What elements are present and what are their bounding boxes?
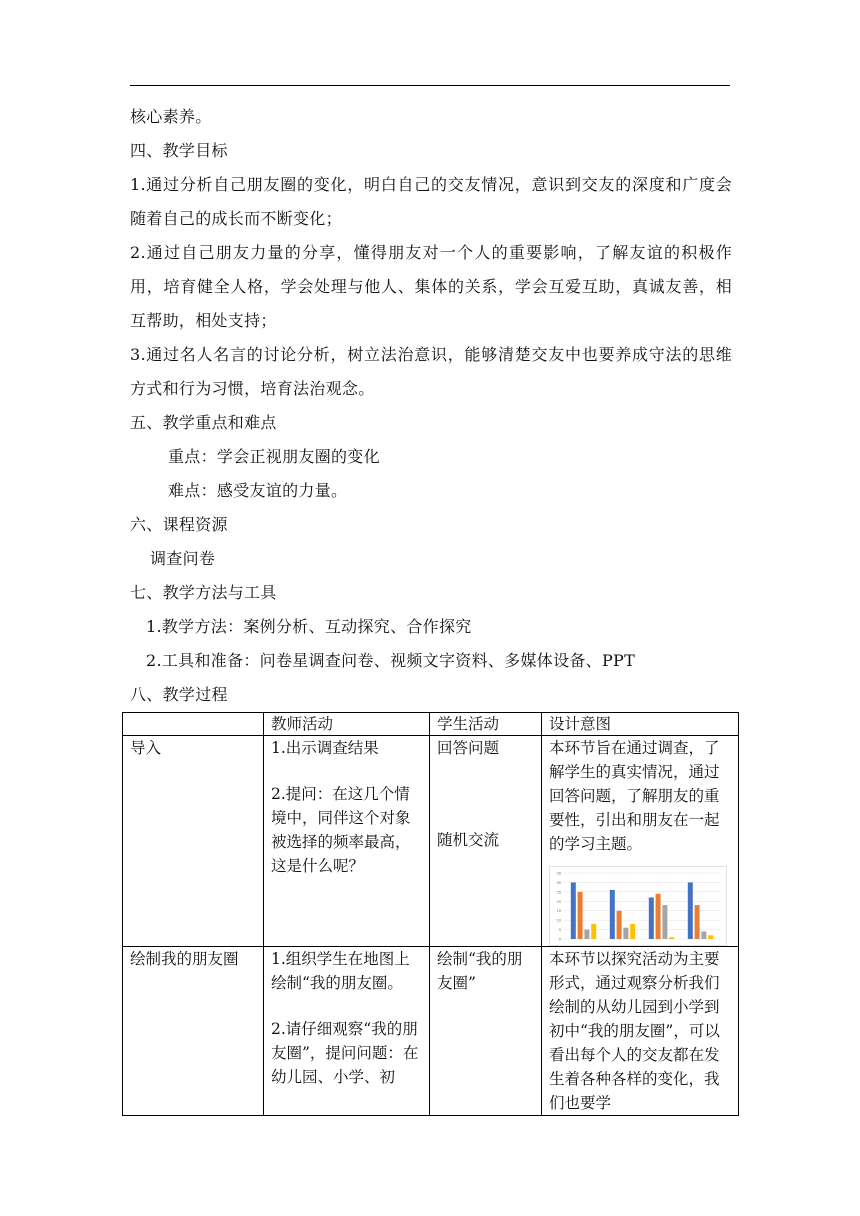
tools-item: 2.工具和准备：问卷星调查问卷、视频文字资料、多媒体设备、PPT [146, 651, 636, 670]
y-tick-label: 35 [556, 870, 561, 876]
y-tick-label: 0 [558, 936, 561, 942]
table-header-row [123, 713, 739, 736]
chart-bar [695, 905, 700, 939]
section-heading-resources: 六、课程资源 [130, 515, 228, 534]
teacher-step: 2.请仔细观察“我的朋友圈”，提问问题：在幼儿园、小学、初 [271, 1020, 419, 1086]
paragraph: 核心素养。 [130, 107, 212, 126]
design-intent-cell [542, 736, 739, 947]
stage-cell: 绘制我的朋友圈 [123, 947, 264, 1116]
teaching-process-table [122, 712, 739, 1116]
table-header-cell [123, 713, 264, 736]
chart-bar [610, 890, 615, 939]
stage-cell: 导入 [123, 736, 264, 947]
chart-bar [656, 894, 661, 939]
student-activity-cell [430, 736, 542, 947]
chart-bar [578, 892, 583, 939]
chart-bar [623, 928, 628, 939]
chart-bar [662, 905, 667, 939]
design-intent-text: 本环节以探究活动为主要形式，通过观察分析我们绘制的从幼儿园到小学到初中“我的朋友圈”，可以看出每个人的交友都在发生着各种各样的变化，我们也要学 [549, 950, 720, 1112]
table-header-cell: 设计意图 [542, 713, 739, 736]
chart-bar [649, 898, 654, 939]
key-point: 重点：学会正视朋友圈的变化 [168, 447, 380, 466]
teacher-activity-cell [264, 736, 430, 947]
objective-3: 3.通过名人名言的讨论分析，树立法治意识，能够清楚交友中也要养成守法的思维方式和行为习惯，培育法治观念。 [130, 345, 732, 398]
table-row [123, 947, 739, 1116]
student-step: 绘制“我的朋友圈” [437, 950, 523, 992]
y-tick-label: 10 [556, 917, 561, 923]
teacher-step: 2.提问：在这几个情境中，同伴这个对象被选择的频率最高，这是什么呢？ [271, 785, 411, 875]
table-row [123, 736, 739, 947]
y-tick-label: 20 [556, 898, 561, 904]
objective-2: 2.通过自己朋友力量的分享，懂得朋友对一个人的重要影响，了解友谊的积极作用，培育健全人格，学会处理与他人、集体的关系，学会互爱互助，真诚友善，相互帮助，相处支持； [130, 243, 732, 330]
student-step: 随机交流 [437, 831, 500, 849]
chart-bar [617, 911, 622, 939]
header-rule [130, 85, 730, 86]
y-tick-label: 25 [556, 889, 561, 895]
chart-bar [669, 937, 674, 939]
y-tick-label: 15 [556, 908, 561, 914]
design-intent-text: 本环节旨在通过调查，了解学生的真实情况，通过回答问题，了解朋友的重要性，引出和朋友在一起的学习主题。 [549, 739, 720, 853]
chart-bar [571, 882, 576, 939]
table-header-cell: 教师活动 [264, 713, 430, 736]
teacher-step: 1.出示调查结果 [271, 739, 379, 757]
chart-bar [701, 931, 706, 939]
section-heading-objectives: 四、教学目标 [130, 141, 228, 160]
chart-bar [591, 924, 596, 939]
y-tick-label: 5 [558, 927, 561, 933]
teacher-step: 1.组织学生在地图上绘制“我的朋友圈。 [271, 950, 410, 992]
section-heading-methods: 七、教学方法与工具 [130, 583, 277, 602]
difficult-point: 难点：感受友谊的力量。 [168, 481, 348, 500]
student-step: 回答问题 [437, 739, 500, 757]
chart-bar [630, 924, 635, 939]
table-header-cell: 学生活动 [430, 713, 542, 736]
chart-bar [688, 882, 693, 939]
objective-1: 1.通过分析自己朋友圈的变化，明白自己的交友情况，意识到交友的深度和广度会随着自己的成长而不断变化； [130, 175, 732, 228]
teacher-activity-cell [264, 947, 430, 1116]
method-item: 1.教学方法：案例分析、互动探究、合作探究 [146, 617, 472, 636]
student-activity-cell [430, 947, 542, 1116]
chart-bar [584, 930, 589, 939]
chart-svg [550, 867, 726, 945]
section-heading-key-points: 五、教学重点和难点 [130, 413, 277, 432]
section-heading-process: 八、教学过程 [130, 685, 228, 704]
resource-item: 调查问卷 [150, 549, 216, 568]
survey-bar-chart [549, 866, 727, 946]
document-body [130, 100, 732, 712]
design-intent-cell [542, 947, 739, 1116]
chart-bar [708, 935, 713, 939]
y-tick-label: 30 [556, 879, 561, 885]
